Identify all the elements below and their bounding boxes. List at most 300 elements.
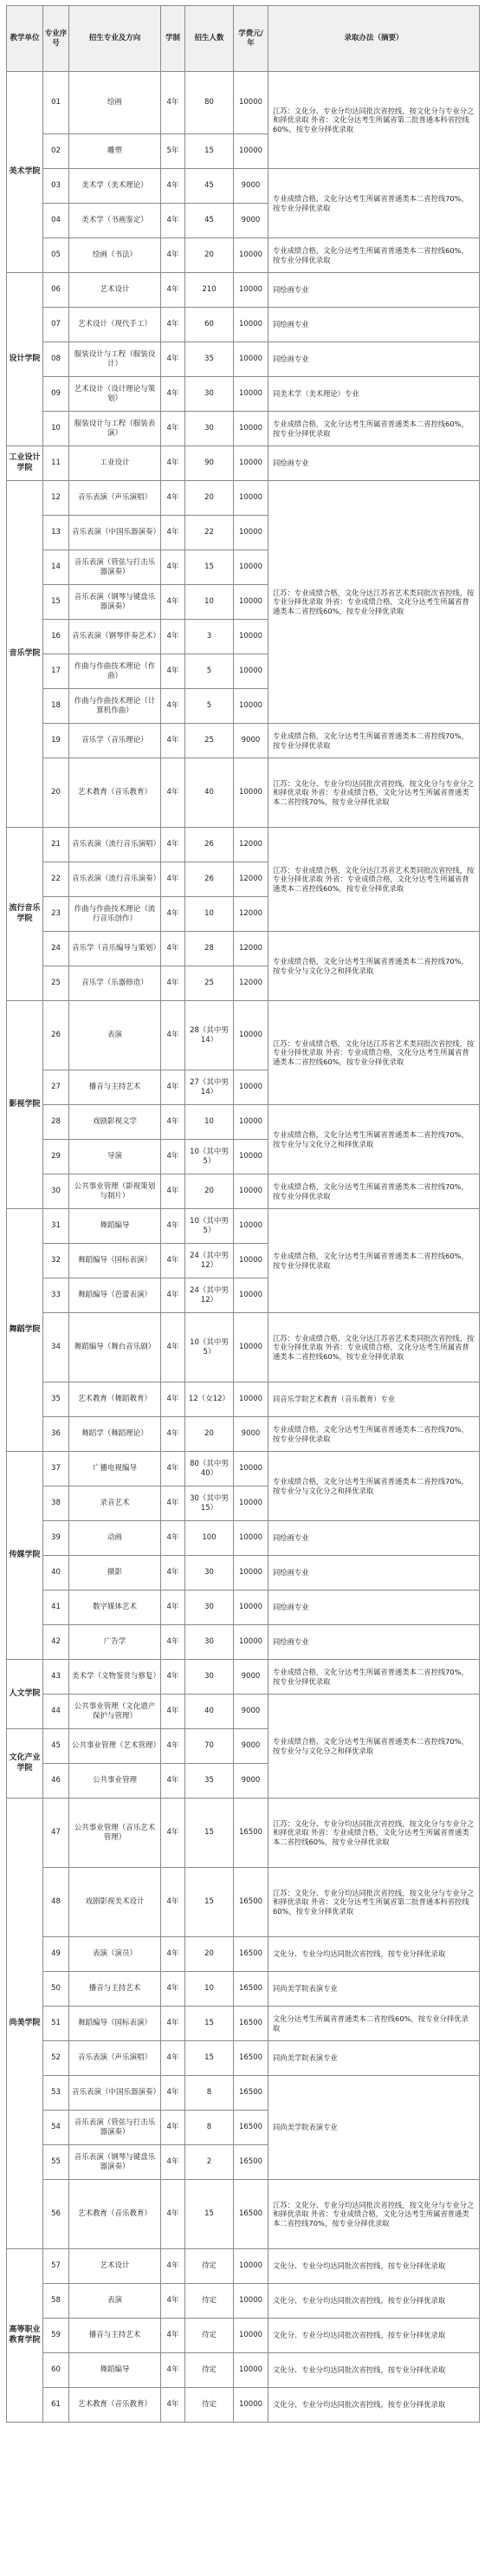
quota-cell: 20 [185, 481, 234, 516]
seq-cell: 53 [43, 2076, 69, 2111]
college-cell: 尚美学院 [7, 1799, 43, 2249]
method-cell: 专业成绩合格，文化分达考生所属省普通类本二省控线70%，按专业分与文化分之和择优录取 [268, 1452, 480, 1521]
quota-cell: 15 [185, 2180, 234, 2249]
major-cell: 音乐表演（声乐演唱） [69, 481, 161, 516]
major-cell: 音乐表演（流行音乐演唱） [69, 828, 161, 862]
fee-cell: 10000 [234, 689, 268, 724]
fee-cell: 9000 [234, 1417, 268, 1452]
quota-cell: 27（其中男14） [185, 1070, 234, 1105]
major-cell: 播音与主持艺术 [69, 2319, 161, 2353]
years-cell: 4年 [161, 273, 185, 308]
col-header-method: 录取办法（摘要） [268, 6, 480, 72]
major-cell: 音乐表演（钢琴与键盘乐器演奏） [69, 2145, 161, 2180]
seq-cell: 30 [43, 1174, 69, 1209]
quota-cell: 28（其中男14） [185, 1001, 234, 1070]
college-cell: 影视学院 [7, 1001, 43, 1209]
table-row [7, 2388, 480, 2423]
major-cell: 舞蹈学（舞蹈理论） [69, 1417, 161, 1452]
fee-cell: 12000 [234, 828, 268, 862]
seq-cell: 02 [43, 134, 69, 169]
fee-cell: 10000 [234, 620, 268, 654]
seq-cell: 45 [43, 1729, 69, 1764]
seq-cell: 26 [43, 1001, 69, 1070]
quota-cell: 40 [185, 1695, 234, 1729]
years-cell: 4年 [161, 1209, 185, 1244]
major-cell: 艺术教育（舞蹈教育） [69, 1382, 161, 1417]
fee-cell: 10000 [234, 1625, 268, 1660]
years-cell: 4年 [161, 897, 185, 932]
quota-cell: 35 [185, 342, 234, 377]
fee-cell: 12000 [234, 862, 268, 897]
method-cell: 文化分、专业分均达同批次省控线，按专业分择优录取 [268, 2249, 480, 2284]
seq-cell: 60 [43, 2353, 69, 2388]
method-cell: 同尚美学院表演专业 [268, 2041, 480, 2076]
admission-table [6, 5, 480, 2423]
table-row [7, 446, 480, 481]
fee-cell: 10000 [234, 1209, 268, 1244]
quota-cell: 80 [185, 72, 234, 134]
years-cell: 4年 [161, 862, 185, 897]
major-cell: 动画 [69, 1521, 161, 1556]
seq-cell: 18 [43, 689, 69, 724]
fee-cell: 10000 [234, 654, 268, 689]
major-cell: 音乐表演（中国乐器演奏） [69, 2076, 161, 2111]
major-cell: 导演 [69, 1140, 161, 1174]
college-cell: 设计学院 [7, 273, 43, 446]
quota-cell: 30 [185, 1625, 234, 1660]
years-cell: 4年 [161, 2319, 185, 2353]
table-row [7, 1521, 480, 1556]
method-cell: 同绘画专业 [268, 273, 480, 308]
quota-cell: 20 [185, 1417, 234, 1452]
seq-cell: 28 [43, 1105, 69, 1140]
table-row [7, 1695, 480, 1729]
fee-cell: 10000 [234, 72, 268, 134]
major-cell: 艺术设计 [69, 2249, 161, 2284]
seq-cell: 15 [43, 585, 69, 620]
method-cell: 同尚美学院表演专业 [268, 1972, 480, 2007]
major-cell: 美术学（书画鉴定） [69, 204, 161, 238]
major-cell: 播音与主持艺术 [69, 1972, 161, 2007]
fee-cell: 10000 [234, 1313, 268, 1382]
table-row [7, 1590, 480, 1625]
years-cell: 4年 [161, 1972, 185, 2007]
years-cell: 4年 [161, 2388, 185, 2423]
college-cell: 传媒学院 [7, 1452, 43, 1660]
seq-cell: 34 [43, 1313, 69, 1382]
method-cell: 文化分、专业分均达同批次省控线，按专业分择优录取 [268, 2319, 480, 2353]
years-cell: 4年 [161, 620, 185, 654]
years-cell: 4年 [161, 1764, 185, 1799]
major-cell: 广播电视编导 [69, 1452, 161, 1486]
major-cell: 公共事业管理（艺术管理） [69, 1729, 161, 1764]
quota-cell: 10 [185, 1972, 234, 2007]
col-header-years: 学制 [161, 6, 185, 72]
seq-cell: 48 [43, 1868, 69, 1937]
major-cell: 音乐表演（管弦与打击乐器演奏） [69, 2111, 161, 2145]
major-cell: 音乐表演（钢琴伴奏艺术） [69, 620, 161, 654]
table-row [7, 1799, 480, 1868]
method-cell: 同绘画专业 [268, 1556, 480, 1590]
method-cell: 同绘画专业 [268, 342, 480, 377]
method-cell: 江苏：专业成绩合格，文化分达江苏省艺术类同批次省控线，按专业分择优录取 外省：专业成绩合格，文化分达考生所属省普通类本二省控线60%，按专业分择优录取 [268, 828, 480, 932]
table-row [7, 342, 480, 377]
fee-cell: 10000 [234, 1244, 268, 1278]
major-cell: 公共事业管理 [69, 1764, 161, 1799]
years-cell: 4年 [161, 516, 185, 550]
method-cell: 专业成绩合格，文化分达考生所属省普通类本二省控线60%，按专业分择优录取 [268, 412, 480, 446]
college-cell: 人文学院 [7, 1660, 43, 1729]
years-cell: 4年 [161, 2041, 185, 2076]
major-cell: 舞蹈编导（舞台音乐剧） [69, 1313, 161, 1382]
fee-cell: 16500 [234, 2007, 268, 2041]
seq-cell: 12 [43, 481, 69, 516]
major-cell: 作曲与作曲技术理论（作曲） [69, 654, 161, 689]
years-cell: 4年 [161, 1417, 185, 1452]
quota-cell: 26 [185, 828, 234, 862]
major-cell: 播音与主持艺术 [69, 1070, 161, 1105]
years-cell: 4年 [161, 308, 185, 342]
fee-cell: 16500 [234, 1799, 268, 1868]
method-cell: 文化分、专业分均达同批次省控线，按专业分择优录取 [268, 2284, 480, 2319]
major-cell: 戏剧影视美术设计 [69, 1868, 161, 1937]
years-cell: 4年 [161, 72, 185, 134]
seq-cell: 51 [43, 2007, 69, 2041]
seq-cell: 58 [43, 2284, 69, 2319]
fee-cell: 10000 [234, 308, 268, 342]
quota-cell: 10 [185, 1105, 234, 1140]
method-cell: 专业成绩合格，文化分达考生所属省普通类本二省控线70%，按专业分择优录取 [268, 1417, 480, 1452]
seq-cell: 31 [43, 1209, 69, 1244]
major-cell: 音乐表演（声乐演唱） [69, 2041, 161, 2076]
seq-cell: 07 [43, 308, 69, 342]
major-cell: 艺术教育（音乐教育） [69, 758, 161, 828]
method-cell: 江苏：专业成绩合格，文化分达江苏省艺术类同批次省控线，按专业分择优录取 外省：专业成绩合格，文化分达考生所属省普通类本二省控线60%，按专业分择优录取 [268, 481, 480, 724]
major-cell: 舞蹈编导 [69, 2353, 161, 2388]
quota-cell: 5 [185, 689, 234, 724]
method-cell: 专业成绩合格，文化分达考生所属省普通类本二省控线70%，按专业分与文化分之和择优录取 [268, 1695, 480, 1799]
table-row [7, 72, 480, 134]
years-cell: 4年 [161, 1590, 185, 1625]
years-cell: 4年 [161, 1244, 185, 1278]
college-cell: 工业设计学院 [7, 446, 43, 481]
seq-cell: 10 [43, 412, 69, 446]
years-cell: 4年 [161, 2284, 185, 2319]
major-cell: 音乐表演（管弦与打击乐器演奏） [69, 550, 161, 585]
seq-cell: 32 [43, 1244, 69, 1278]
seq-cell: 38 [43, 1486, 69, 1521]
years-cell: 4年 [161, 1278, 185, 1313]
method-cell: 江苏：文化分、专业分均达同批次省控线，按文化分与专业分之和择优录取 外省：专业成绩合格，文化分达考生所属省普通类本二省控线70%，按专业分择优录取 [268, 2180, 480, 2249]
years-cell: 4年 [161, 1556, 185, 1590]
quota-cell: 30 [185, 1590, 234, 1625]
seq-cell: 11 [43, 446, 69, 481]
table-row [7, 1625, 480, 1660]
method-cell: 同绘画专业 [268, 1521, 480, 1556]
fee-cell: 10000 [234, 2353, 268, 2388]
fee-cell: 10000 [234, 2319, 268, 2353]
years-cell: 4年 [161, 342, 185, 377]
fee-cell: 16500 [234, 2145, 268, 2180]
method-cell: 专业成绩合格，文化分达考生所属省普通类本二省控线70%，按专业分择优录取 [268, 724, 480, 758]
years-cell: 4年 [161, 1729, 185, 1764]
table-row [7, 932, 480, 966]
major-cell: 表演 [69, 1001, 161, 1070]
quota-cell: 2 [185, 2145, 234, 2180]
quota-cell: 24（其中男12） [185, 1278, 234, 1313]
seq-cell: 44 [43, 1695, 69, 1729]
method-cell: 江苏：专业成绩合格，文化分达江苏省艺术类同批次省控线，按专业分择优录取 外省：专业成绩合格，文化分达考生所属省普通类本二省控线60%，按专业分择优录取 [268, 1313, 480, 1382]
quota-cell: 10 [185, 585, 234, 620]
years-cell: 4年 [161, 2076, 185, 2111]
method-cell: 专业成绩合格，文化分达考生所属省普通类本二省控线60%，按专业分择优录取 [268, 238, 480, 273]
fee-cell: 10000 [234, 2284, 268, 2319]
fee-cell: 10000 [234, 1590, 268, 1625]
seq-cell: 43 [43, 1660, 69, 1695]
years-cell: 4年 [161, 1070, 185, 1105]
table-row [7, 724, 480, 758]
quota-cell: 待定 [185, 2249, 234, 2284]
years-cell: 4年 [161, 446, 185, 481]
seq-cell: 27 [43, 1070, 69, 1105]
quota-cell: 待定 [185, 2388, 234, 2423]
major-cell: 表演（演员） [69, 1937, 161, 1972]
major-cell: 服装设计与工程（服装表演） [69, 412, 161, 446]
years-cell: 4年 [161, 2111, 185, 2145]
quota-cell: 90 [185, 446, 234, 481]
seq-cell: 33 [43, 1278, 69, 1313]
major-cell: 舞蹈编导 [69, 1209, 161, 1244]
fee-cell: 10000 [234, 377, 268, 412]
college-cell: 文化产业学院 [7, 1729, 43, 1799]
col-header-quota: 招生人数 [185, 6, 234, 72]
major-cell: 作曲与作曲技术理论（流行音乐创作） [69, 897, 161, 932]
years-cell: 4年 [161, 1313, 185, 1382]
seq-cell: 40 [43, 1556, 69, 1590]
fee-cell: 9000 [234, 1660, 268, 1695]
method-cell: 专业成绩合格，文化分达考生所属省普通类本二省控线70%，按专业分与文化分之和择优录取 [268, 932, 480, 1001]
quota-cell: 70 [185, 1729, 234, 1764]
major-cell: 绘画 [69, 72, 161, 134]
major-cell: 音乐表演（流行音乐演奏） [69, 862, 161, 897]
years-cell: 5年 [161, 134, 185, 169]
quota-cell: 30 [185, 1556, 234, 1590]
quota-cell: 15 [185, 1799, 234, 1868]
quota-cell: 22 [185, 516, 234, 550]
table-row [7, 2353, 480, 2388]
fee-cell: 10000 [234, 516, 268, 550]
years-cell: 4年 [161, 758, 185, 828]
method-cell: 同绘画专业 [268, 1625, 480, 1660]
college-cell: 音乐学院 [7, 481, 43, 828]
years-cell: 4年 [161, 1521, 185, 1556]
fee-cell: 10000 [234, 1521, 268, 1556]
table-row [7, 1105, 480, 1140]
table-row [7, 1556, 480, 1590]
method-cell: 专业成绩合格，文化分达考生所属省普通类本二省控线60%，按专业分择优录取 [268, 1209, 480, 1313]
fee-cell: 10000 [234, 1556, 268, 1590]
quota-cell: 45 [185, 169, 234, 204]
method-cell: 江苏：文化分、专业分均达同批次省控线，按文化分与专业分之和择优录取 外省：专业成绩合格，文化分达考生所属省普通类本二省控线60%，按专业分择优录取 [268, 1799, 480, 1868]
fee-cell: 10000 [234, 1001, 268, 1070]
quota-cell: 35 [185, 1764, 234, 1799]
table-header-row [7, 6, 480, 72]
quota-cell: 210 [185, 273, 234, 308]
major-cell: 雕塑 [69, 134, 161, 169]
major-cell: 音乐学（音乐理论） [69, 724, 161, 758]
quota-cell: 8 [185, 2111, 234, 2145]
method-cell: 专业成绩合格，文化分达考生所属省普通类本二省控线70%，按专业分择优录取 [268, 1174, 480, 1209]
major-cell: 录音艺术 [69, 1486, 161, 1521]
table-row [7, 758, 480, 828]
major-cell: 舞蹈编导（国标表演） [69, 2007, 161, 2041]
major-cell: 数字媒体艺术 [69, 1590, 161, 1625]
quota-cell: 10（其中男5） [185, 1140, 234, 1174]
major-cell: 艺术设计（设计理论与策划） [69, 377, 161, 412]
major-cell: 艺术教育（音乐教育） [69, 2388, 161, 2423]
seq-cell: 08 [43, 342, 69, 377]
seq-cell: 54 [43, 2111, 69, 2145]
seq-cell: 52 [43, 2041, 69, 2076]
years-cell: 4年 [161, 1486, 185, 1521]
table-row [7, 1209, 480, 1244]
seq-cell: 25 [43, 966, 69, 1001]
major-cell: 工业设计 [69, 446, 161, 481]
seq-cell: 46 [43, 1764, 69, 1799]
seq-cell: 49 [43, 1937, 69, 1972]
method-cell: 文化分、专业分均达同批次省控线，按专业分择优录取 [268, 1937, 480, 1972]
quota-cell: 15 [185, 2041, 234, 2076]
years-cell: 4年 [161, 2145, 185, 2180]
method-cell: 江苏：文化分、专业分均达同批次省控线，按文化分与专业分之和择优录取 外省：专业成绩合格，文化分达考生所属省普通类本二省控线70%，按专业分择优录取 [268, 758, 480, 828]
table-row [7, 377, 480, 412]
seq-cell: 29 [43, 1140, 69, 1174]
years-cell: 4年 [161, 724, 185, 758]
method-cell: 专业成绩合格，文化分达考生所属省普通类本二省控线70%，按专业分与文化分之和择优录取 [268, 1105, 480, 1174]
table-row [7, 1972, 480, 2007]
table-row [7, 1382, 480, 1417]
years-cell: 4年 [161, 1937, 185, 1972]
method-cell: 文化分、专业分均达同批次省控线，按专业分择优录取 [268, 2388, 480, 2423]
quota-cell: 待定 [185, 2284, 234, 2319]
method-cell: 同美术学（美术理论）专业 [268, 377, 480, 412]
seq-cell: 06 [43, 273, 69, 308]
table-row [7, 2076, 480, 2111]
col-header-seq: 专业序号 [43, 6, 69, 72]
years-cell: 4年 [161, 654, 185, 689]
seq-cell: 42 [43, 1625, 69, 1660]
major-cell: 公共事业管理（文化遗产保护与管理） [69, 1695, 161, 1729]
years-cell: 4年 [161, 1452, 185, 1486]
years-cell: 4年 [161, 550, 185, 585]
years-cell: 4年 [161, 1868, 185, 1937]
quota-cell: 15 [185, 134, 234, 169]
method-cell: 专业成绩合格，文化分达考生所属省普通类本二省控线70%，按专业分择优录取 [268, 169, 480, 238]
major-cell: 艺术教育（音乐教育） [69, 2180, 161, 2249]
fee-cell: 16500 [234, 2111, 268, 2145]
method-cell: 专业成绩合格，文化分达考生所属省普通类本二省控线70%，按专业分择优录取 [268, 1660, 480, 1695]
major-cell: 广告学 [69, 1625, 161, 1660]
seq-cell: 50 [43, 1972, 69, 2007]
quota-cell: 8 [185, 2076, 234, 2111]
years-cell: 4年 [161, 2249, 185, 2284]
quota-cell: 待定 [185, 2353, 234, 2388]
major-cell: 摄影 [69, 1556, 161, 1590]
table-row [7, 2007, 480, 2041]
table-row [7, 412, 480, 446]
seq-cell: 04 [43, 204, 69, 238]
major-cell: 舞蹈编导（芭蕾表演） [69, 1278, 161, 1313]
seq-cell: 09 [43, 377, 69, 412]
fee-cell: 10000 [234, 1382, 268, 1417]
quota-cell: 12（女12） [185, 1382, 234, 1417]
method-cell: 同音乐学院艺术教育（音乐教育）专业 [268, 1382, 480, 1417]
table-row [7, 2041, 480, 2076]
years-cell: 4年 [161, 828, 185, 862]
years-cell: 4年 [161, 412, 185, 446]
seq-cell: 41 [43, 1590, 69, 1625]
seq-cell: 21 [43, 828, 69, 862]
years-cell: 4年 [161, 2007, 185, 2041]
major-cell: 戏剧影视文学 [69, 1105, 161, 1140]
years-cell: 4年 [161, 1695, 185, 1729]
fee-cell: 10000 [234, 134, 268, 169]
quota-cell: 10 [185, 897, 234, 932]
quota-cell: 60 [185, 308, 234, 342]
fee-cell: 10000 [234, 238, 268, 273]
years-cell: 4年 [161, 966, 185, 1001]
fee-cell: 10000 [234, 1278, 268, 1313]
table-row [7, 1313, 480, 1382]
fee-cell: 10000 [234, 758, 268, 828]
table-row [7, 2249, 480, 2284]
table-row [7, 1417, 480, 1452]
quota-cell: 25 [185, 724, 234, 758]
method-cell: 同尚美学院表演专业 [268, 2076, 480, 2180]
seq-cell: 37 [43, 1452, 69, 1486]
fee-cell: 10000 [234, 273, 268, 308]
years-cell: 4年 [161, 1799, 185, 1868]
seq-cell: 24 [43, 932, 69, 966]
major-cell: 公共事业管理（音乐艺术管理） [69, 1799, 161, 1868]
quota-cell: 15 [185, 1868, 234, 1937]
quota-cell: 100 [185, 1521, 234, 1556]
years-cell: 4年 [161, 2353, 185, 2388]
table-row [7, 1001, 480, 1070]
quota-cell: 30 [185, 377, 234, 412]
seq-cell: 61 [43, 2388, 69, 2423]
method-cell: 同绘画专业 [268, 308, 480, 342]
fee-cell: 12000 [234, 966, 268, 1001]
table-row [7, 1868, 480, 1937]
seq-cell: 39 [43, 1521, 69, 1556]
major-cell: 服装设计与工程（服装设计） [69, 342, 161, 377]
fee-cell: 10000 [234, 1140, 268, 1174]
major-cell: 音乐学（乐器修造） [69, 966, 161, 1001]
fee-cell: 16500 [234, 2041, 268, 2076]
table-body [7, 72, 480, 2423]
fee-cell: 10000 [234, 2249, 268, 2284]
quota-cell: 45 [185, 204, 234, 238]
seq-cell: 36 [43, 1417, 69, 1452]
years-cell: 4年 [161, 585, 185, 620]
fee-cell: 10000 [234, 550, 268, 585]
years-cell: 4年 [161, 2180, 185, 2249]
fee-cell: 16500 [234, 2076, 268, 2111]
major-cell: 作曲与作曲技术理论（计算机作曲） [69, 689, 161, 724]
seq-cell: 13 [43, 516, 69, 550]
years-cell: 4年 [161, 1625, 185, 1660]
